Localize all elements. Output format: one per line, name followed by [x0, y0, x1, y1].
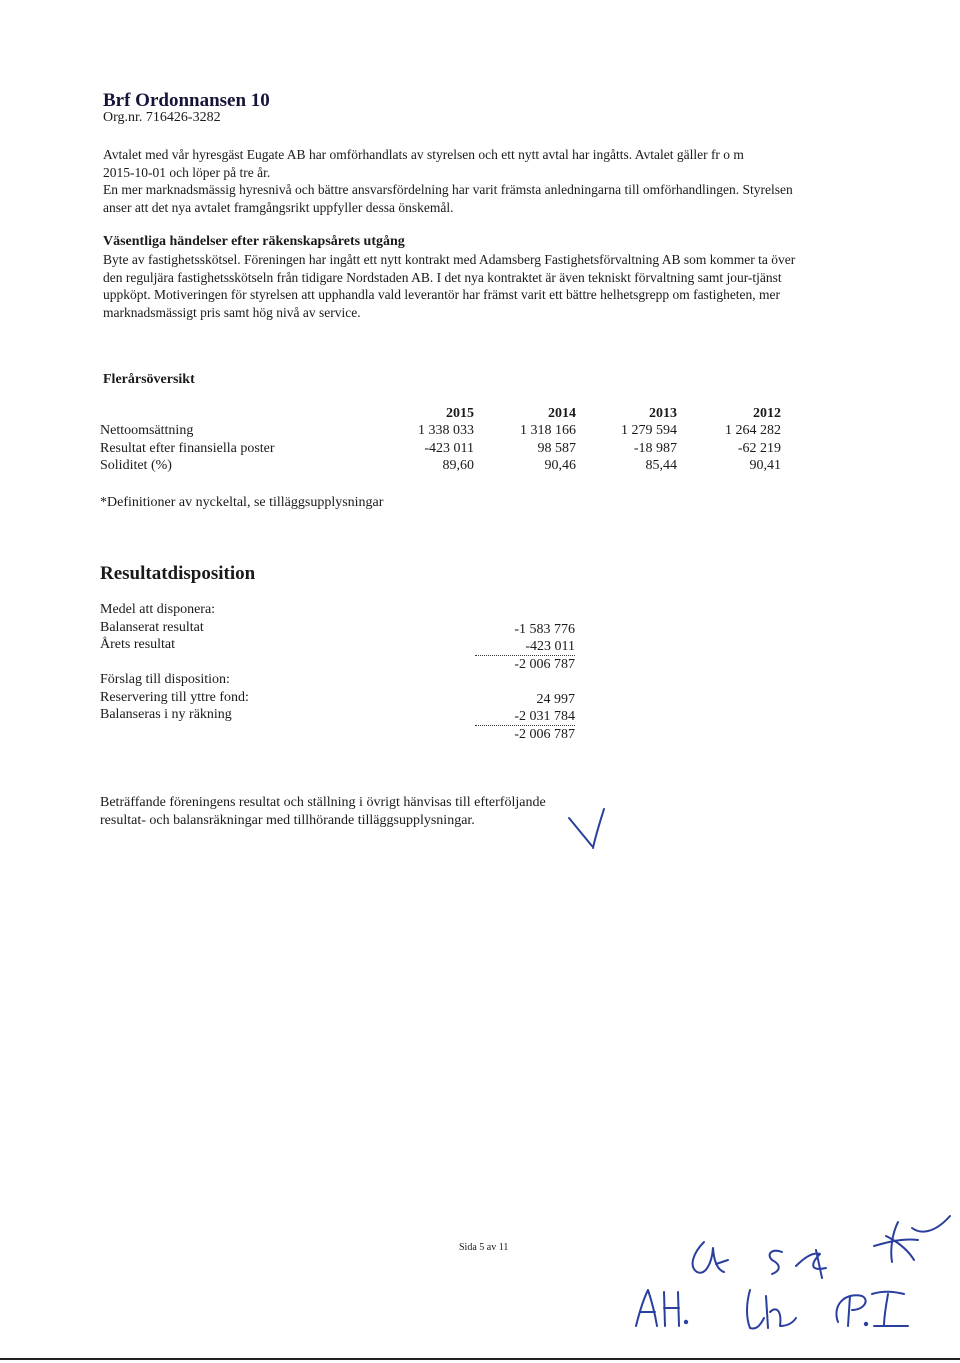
table-cell: -62 219	[737, 440, 781, 456]
document-title: Brf Ordonnansen 10	[103, 90, 270, 111]
intro-line: Avtalet med vår hyresgäst Eugate AB har omförhandlats av styrelsen och ett nytt avtal har ingåtts. Avtalet gäller fr o m	[103, 147, 744, 162]
table-cell: -423 011	[424, 440, 474, 456]
reservering-value: 24 997	[536, 692, 575, 707]
year-header: 2015	[446, 405, 474, 421]
signature-pt	[836, 1292, 908, 1326]
flerars-heading: Flerårsöversikt	[103, 372, 195, 387]
intro-line: 2015-10-01 och löper på tre år.	[103, 164, 271, 180]
events-heading: Väsentliga händelser efter räkenskapsårets utgång	[103, 234, 405, 249]
signature-ah	[636, 1290, 687, 1326]
table-cell: 90,41	[749, 458, 781, 474]
arets-value: -423 011	[475, 639, 575, 656]
signature-lin	[747, 1290, 796, 1329]
page-number: Sida 5 av 11	[459, 1242, 509, 1253]
balanseras-value: -2 031 784	[475, 709, 575, 726]
bottom-divider	[0, 1358, 960, 1360]
blue-check-mark	[569, 809, 604, 848]
table-cell: 89,60	[442, 458, 474, 474]
table-cell: 85,44	[645, 458, 677, 474]
org-number: Org.nr. 716426-3282	[103, 110, 221, 125]
resultatdisposition-heading: Resultatdisposition	[100, 563, 256, 584]
intro-line: anser att det nya avtalet framgångsrikt uppfyller dessa önskemål.	[103, 199, 454, 215]
closing-line: resultat- och balansräkningar med tillhörande tilläggsupplysningar.	[100, 812, 475, 828]
closing-line: Beträffande föreningens resultat och ställning i övrigt hänvisas till efterföljande	[100, 795, 546, 810]
sum-medel: -2 006 787	[514, 657, 575, 672]
row-label: Soliditet (%)	[100, 458, 172, 474]
row-label: Resultat efter finansiella poster	[100, 440, 275, 456]
events-line: marknadsmässigt pris samt hög nivå av service.	[103, 304, 361, 320]
table-cell: 98 587	[537, 440, 576, 456]
balanseras-label: Balanseras i ny räkning	[100, 707, 232, 722]
reservering-label: Reservering till yttre fond:	[100, 690, 249, 705]
year-header: 2012	[753, 405, 781, 421]
medel-label: Medel att disponera:	[100, 602, 216, 617]
events-line: den reguljära fastighetsskötseln från tidigare Nordstaden AB. I det nya kontraktet är även tekniskt förvaltning samt jour-tjänst	[103, 269, 782, 285]
table-cell: 1 338 033	[418, 423, 474, 439]
intro-line: En mer marknadsmässig hyresnivå och bättre ansvarsfördelning har varit främsta anledningarna till omförhandlingen. Styrelsen	[103, 182, 793, 197]
table-cell: 1 279 594	[621, 423, 677, 439]
table-cell: -18 987	[633, 440, 677, 456]
signature-initials	[693, 1216, 950, 1278]
row-label: Nettoomsättning	[100, 423, 194, 439]
sum-forslag: -2 006 787	[514, 727, 575, 742]
year-header: 2014	[548, 405, 576, 421]
footnote: *Definitioner av nyckeltal, se tilläggsupplysningar	[100, 495, 384, 510]
balanserat-label: Balanserat resultat	[100, 620, 204, 635]
forslag-label: Förslag till disposition:	[100, 672, 230, 687]
table-cell: 90,46	[544, 458, 576, 474]
table-cell: 1 264 282	[725, 423, 781, 439]
table-cell: 1 318 166	[520, 423, 576, 439]
balanserat-value: -1 583 776	[514, 622, 575, 637]
events-line: uppköpt. Motiveringen för styrelsen att upphandla vald leverantör har främst varit ett bättre helhetsgrepp om fastigheten, mer	[103, 287, 781, 302]
year-header: 2013	[649, 405, 677, 421]
arets-label: Årets resultat	[100, 637, 176, 652]
events-line: Byte av fastighetsskötsel. Föreningen har ingått ett nytt kontrakt med Adamsberg Fastighetsförvaltning AB som kommer ta över	[103, 252, 796, 267]
